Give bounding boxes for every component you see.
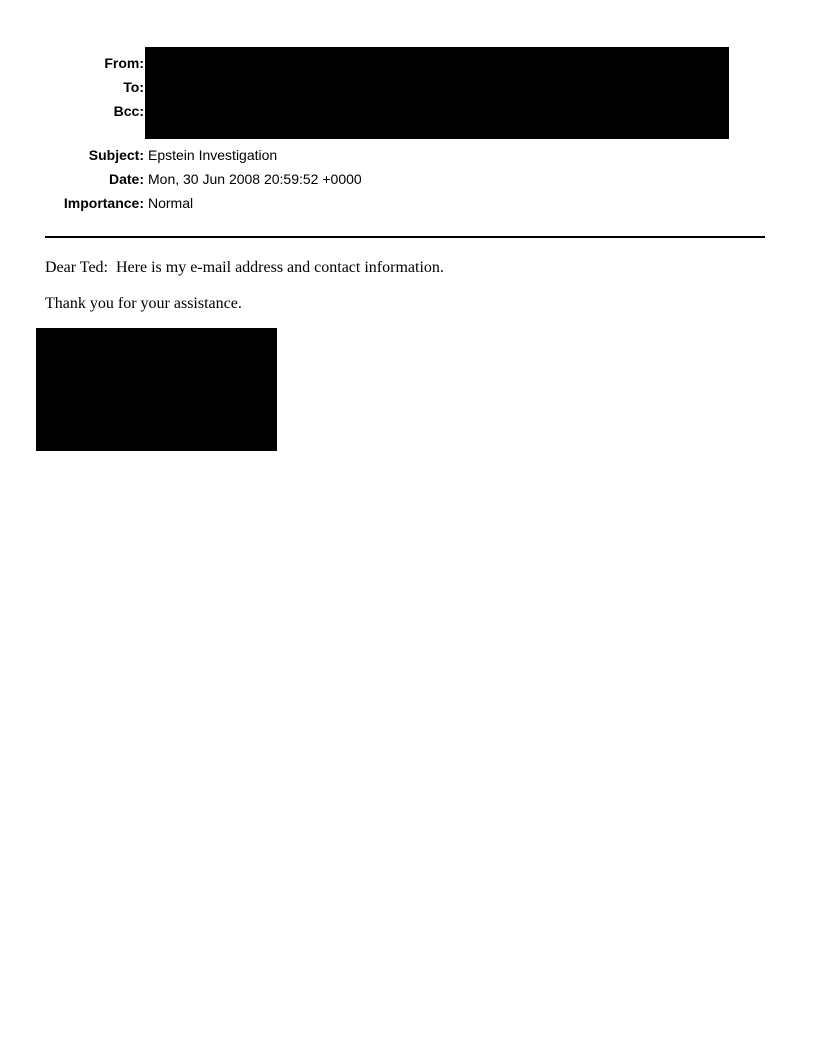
body-greeting-line: Dear Ted: Here is my e-mail address and contact information. <box>45 259 444 276</box>
subject-label: Subject: <box>88 147 144 163</box>
to-label: To: <box>123 79 144 95</box>
header-divider <box>45 236 765 238</box>
from-label: From: <box>104 55 144 71</box>
signature-redaction <box>36 328 277 451</box>
bcc-label: Bcc: <box>113 103 144 119</box>
importance-label: Importance: <box>63 195 144 211</box>
date-label: Date: <box>108 171 144 187</box>
recipients-redaction <box>145 47 729 139</box>
date-value: Mon, 30 Jun 2008 20:59:52 +0000 <box>148 171 362 187</box>
subject-value: Epstein Investigation <box>148 147 278 163</box>
importance-value: Normal <box>148 195 194 211</box>
body-thanks-line: Thank you for your assistance. <box>45 295 242 312</box>
